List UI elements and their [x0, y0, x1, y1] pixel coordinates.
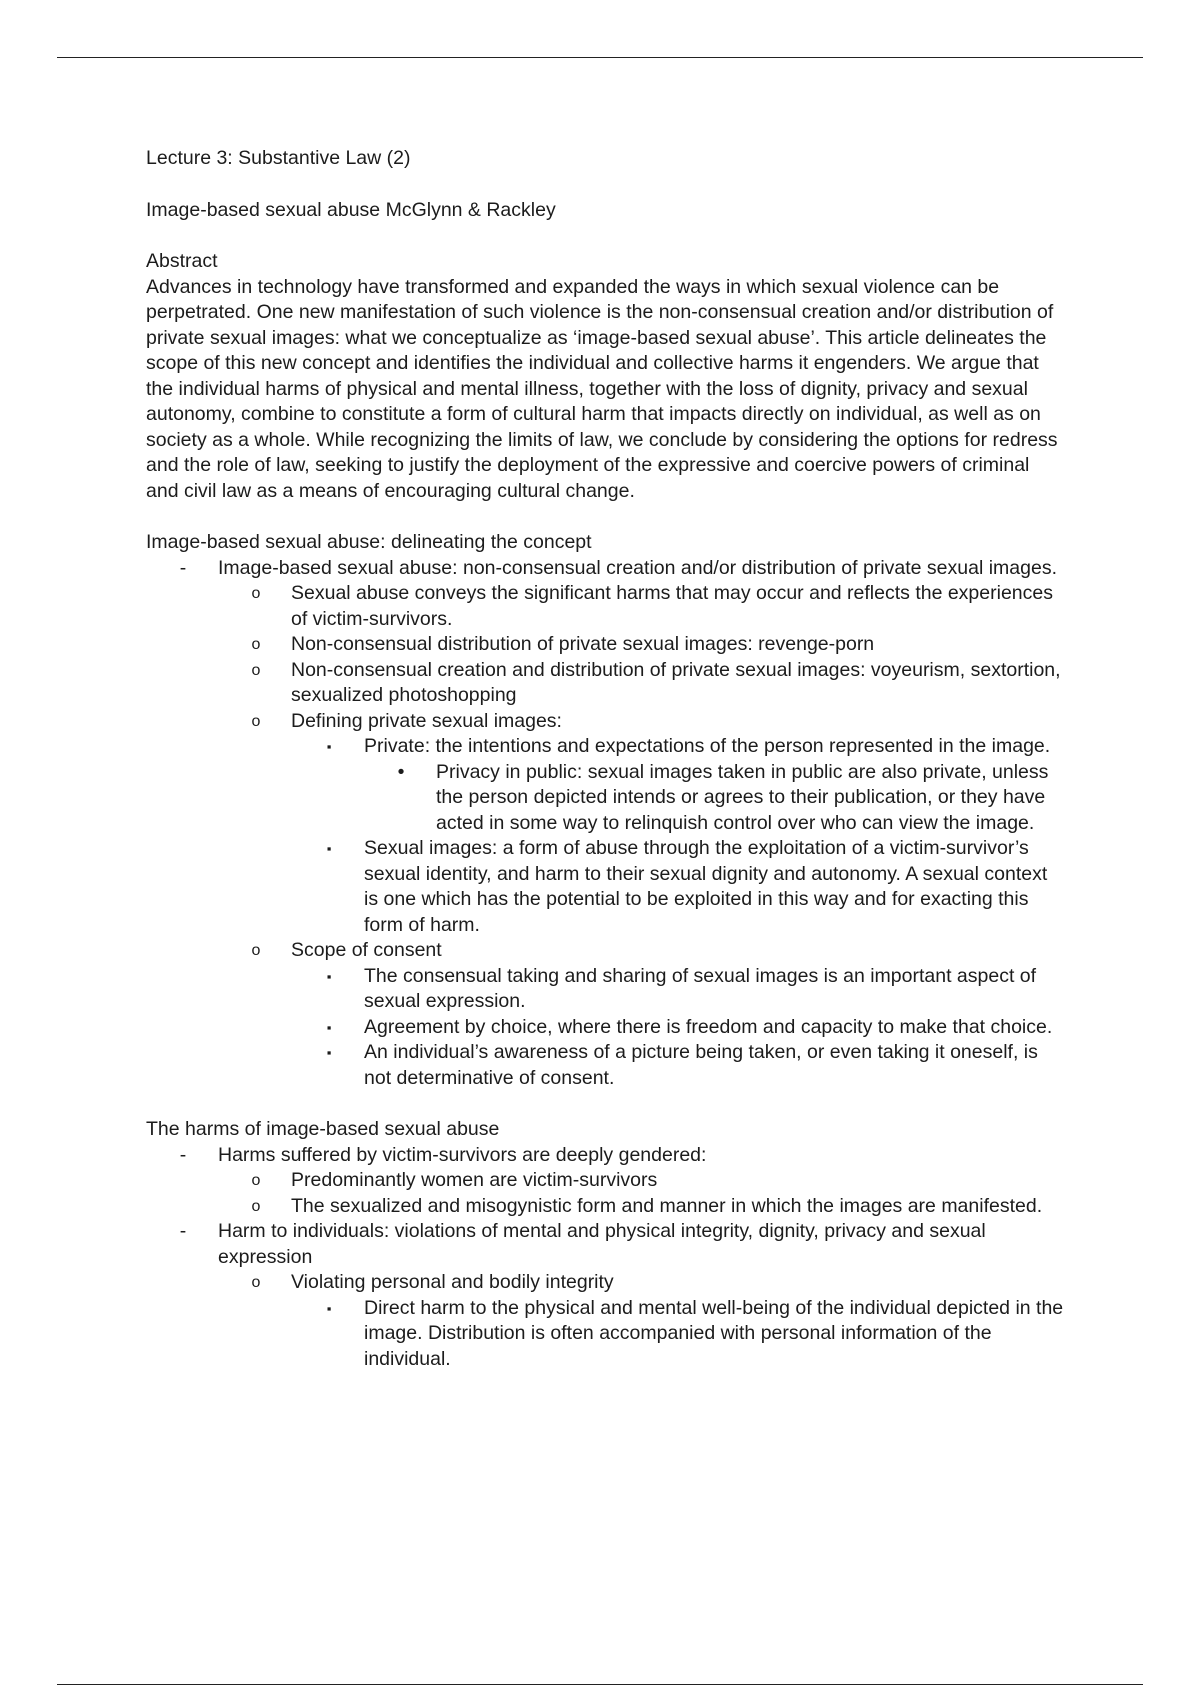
dash-bullet: -: [179, 1143, 187, 1166]
square-bullet: ▪: [326, 841, 332, 856]
square-bullet: ▪: [326, 1019, 332, 1035]
list-item: ▪ An individual’s awareness of a picture being taken, or even taking it oneself, is not determinative of consent.: [146, 1040, 1066, 1091]
list-item: o Scope of consent: [146, 938, 1066, 964]
abstract-text: Advances in technology have transformed and expanded the ways in which sexual violence can be perpetrated. One new manifestation of such violence is the non-consensual creation and/or distribution of private sexual images: what we conceptualize as ‘image-based sexual abuse’. This article delineates the scope of this new concept and identifies the individual and collective harms it engenders. We argue that the individual harms of physical and mental illness, together with the loss of dignity, privacy and sexual autonomy, combine to constitute a form of cultural harm that impacts directly on individual, as well as on society as a whole. While recognizing the limits of law, we conclude by considering the options for redress and the role of law, seeking to justify the deployment of the expressive and coercive powers of criminal and civil law as a means of encouraging cultural change.: [146, 275, 1058, 502]
concept-list: [146, 556, 1066, 1092]
top-rule: [57, 57, 1143, 58]
section-heading-harms: The harms of image-based sexual abuse: [146, 1118, 500, 1140]
list-item: ▪ Private: the intentions and expectations of the person represented in the image.: [146, 734, 1066, 760]
section-heading-concept: Image-based sexual abuse: delineating the concept: [146, 531, 592, 553]
harms-list: [146, 1143, 1066, 1373]
list-item: o Violating personal and bodily integrity: [146, 1270, 1066, 1296]
list-item: o Non-consensual creation and distribution of private sexual images: voyeurism, sextortion, sexualized photoshopping: [146, 658, 1066, 709]
square-bullet: ▪: [326, 1300, 332, 1316]
list-item: ▪ Agreement by choice, where there is freedom and capacity to make that choice.: [146, 1015, 1066, 1041]
bottom-rule: [57, 1684, 1143, 1685]
list-item: o Non-consensual distribution of private sexual images: revenge-porn: [146, 632, 1066, 658]
list-item: o The sexualized and misogynistic form and manner in which the images are manifested.: [146, 1194, 1066, 1220]
circle-bullet: o: [251, 712, 261, 730]
dash-bullet: -: [179, 1220, 187, 1242]
list-item: - Image-based sexual abuse: non-consensual creation and/or distribution of private sexual images.: [146, 556, 1066, 582]
square-bullet: ▪: [326, 968, 332, 984]
square-bullet: ▪: [326, 739, 332, 754]
article-title: Image-based sexual abuse McGlynn & Rackley: [146, 198, 556, 221]
list-item: ▪ Direct harm to the physical and mental well-being of the individual depicted in the image. Distribution is often accompanied with personal information of the individual.: [146, 1296, 1066, 1373]
circle-bullet: o: [251, 585, 261, 602]
list-item: ▪ Sexual images: a form of abuse through the exploitation of a victim-survivor’s sexual identity, and harm to their sexual dignity and autonomy. A sexual context is one which has the potential to be exploited in this way and for exacting this form of harm.: [146, 836, 1066, 938]
square-bullet: ▪: [326, 1045, 332, 1060]
circle-bullet: o: [251, 1172, 261, 1189]
lecture-title: Lecture 3: Substantive Law (2): [146, 147, 411, 169]
circle-bullet: o: [251, 661, 261, 679]
circle-bullet: o: [251, 636, 261, 653]
document-body: [146, 146, 1066, 1372]
circle-bullet: o: [251, 942, 261, 959]
list-item: - Harm to individuals: violations of mental and physical integrity, dignity, privacy and sexual expression: [146, 1219, 1066, 1270]
circle-bullet: o: [251, 1274, 261, 1291]
list-item: o Sexual abuse conveys the significant harms that may occur and reflects the experiences of victim-survivors.: [146, 581, 1066, 632]
list-item: ▪ The consensual taking and sharing of sexual images is an important aspect of sexual expression.: [146, 964, 1066, 1015]
circle-bullet: o: [251, 1197, 261, 1215]
abstract-heading: Abstract: [146, 250, 218, 272]
list-item: o Defining private sexual images:: [146, 709, 1066, 735]
list-item: o Predominantly women are victim-survivors: [146, 1168, 1066, 1194]
dash-bullet: -: [179, 556, 187, 579]
list-item: - Harms suffered by victim-survivors are deeply gendered:: [146, 1143, 1066, 1169]
dot-bullet: •: [397, 760, 405, 783]
list-item: • Privacy in public: sexual images taken in public are also private, unless the person depicted intends or agrees to their publication, or they have acted in some way to relinquish control over who can view the image.: [146, 760, 1066, 837]
